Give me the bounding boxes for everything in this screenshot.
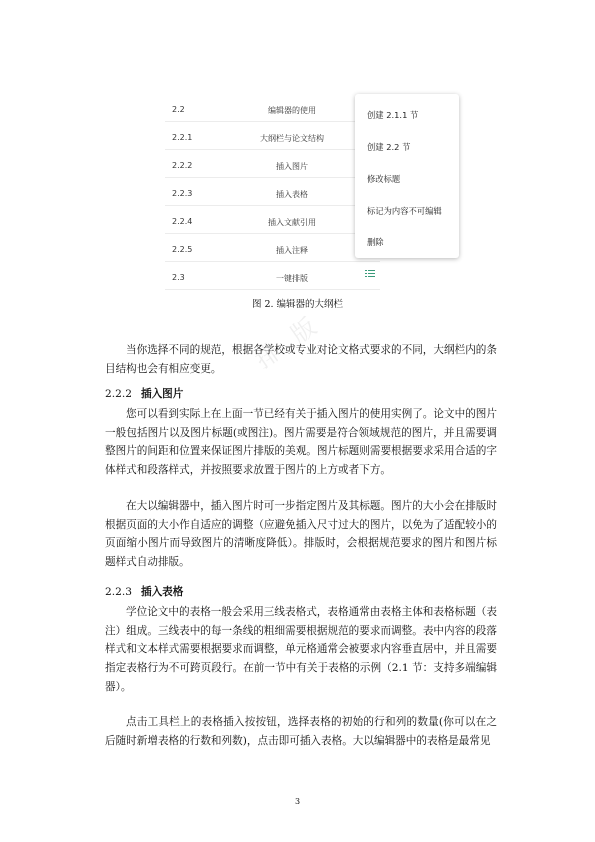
outline-item[interactable] (165, 209, 380, 234)
outline-item-title: 插入注释 (276, 246, 308, 255)
outline-item-number: 2.2.4 (172, 217, 193, 226)
paragraph: 学位论文中的表格一般会采用三线表格式，表格通常由表格主体和表格标题（表注）组成。三线表中的每一条线的粗细需要根据规范的要求而调整。表中内容的段落样式和文本样式需要根据要求而调整，单元格通常会被要求内容垂直居中，并且需要指定表格行为不可跨页段行。在前一节中有关于表格的示例（2.1 节：支持多端编辑器）。 (105, 606, 497, 693)
list-icon[interactable] (365, 270, 375, 278)
section-heading (105, 583, 183, 602)
section-title: 插入图片 (141, 388, 184, 400)
outline-item[interactable] (165, 181, 380, 206)
outline-item[interactable] (165, 237, 380, 262)
section-heading (105, 385, 183, 404)
outline-item-title: 插入图片 (276, 162, 308, 171)
figure-caption: 图 2. 编辑器的大纲栏 (251, 299, 344, 310)
paragraph: 当你选择不同的规范，根据各学校或专业对论文格式要求的不同，大纲栏内的条目结构也会有相应变更。 (105, 344, 497, 375)
outline-item[interactable] (165, 97, 380, 122)
outline-item-title: 编辑器的使用 (268, 106, 316, 115)
menu-item-create-2-2[interactable]: 创建 2.2 节 (367, 142, 411, 152)
outline-item[interactable] (165, 153, 380, 178)
outline-item-title: 插入文献引用 (268, 218, 316, 227)
section-title: 插入表格 (141, 586, 184, 598)
outline-figure (165, 92, 445, 289)
paragraph: 在大以编辑器中，插入图片时可一步指定图片及其标题。图片的大小会在排版时根据页面的大小作自适应的调整（应避免插入尺寸过大的图片，以免为了适配较小的页面缩小图片而导致图片的清晰度降低）。排版时，会根据规范要求的图片和图片标题样式自动排版。 (105, 500, 497, 569)
menu-item-edit-title[interactable]: 修改标题 (367, 174, 401, 184)
section-number: 2.2.2 (105, 388, 132, 400)
menu-item-mark-readonly[interactable]: 标记为内容不可编辑 (367, 206, 442, 216)
outline-item[interactable] (165, 125, 380, 150)
watermark: 排 版 (250, 308, 327, 375)
outline-item-number: 2.2.5 (172, 245, 193, 254)
outline-item[interactable] (165, 265, 380, 290)
menu-item-delete[interactable]: 删除 (367, 237, 384, 247)
outline-item-title: 插入表格 (276, 190, 308, 199)
section-number: 2.2.3 (105, 586, 132, 598)
outline-item-title: 大纲栏与论文结构 (260, 134, 324, 143)
paragraph: 点击工具栏上的表格插入按按钮，选择表格的初始的行和列的数量(你可以在之后随时新增表格的行数和列数)，点击即可插入表格。大以编辑器中的表格是最常见 (105, 716, 497, 747)
outline-item-number: 2.2.3 (172, 189, 193, 198)
outline-item-title: 一键排版 (276, 274, 308, 283)
page-number: 3 (294, 797, 301, 806)
paragraph: 您可以看到实际上在上面一节已经有关于插入图片的使用实例了。论文中的图片一般包括图片以及图片标题(或图注)。图片需要是符合领域规范的图片，并且需要调整图片的间距和位置来保证图片排版的美观。图片标题则需要根据要求采用合适的字体样式和段落样式，并按照要求放置于图片的上方或者下方。 (105, 408, 497, 477)
outline-item-number: 2.2 (172, 105, 185, 114)
outline-item-number: 2.3 (172, 273, 185, 282)
outline-item-number: 2.2.1 (172, 133, 193, 142)
outline-item-number: 2.2.2 (172, 161, 193, 170)
context-menu (355, 94, 459, 258)
menu-item-create-2-1-1[interactable]: 创建 2.1.1 节 (367, 110, 419, 120)
